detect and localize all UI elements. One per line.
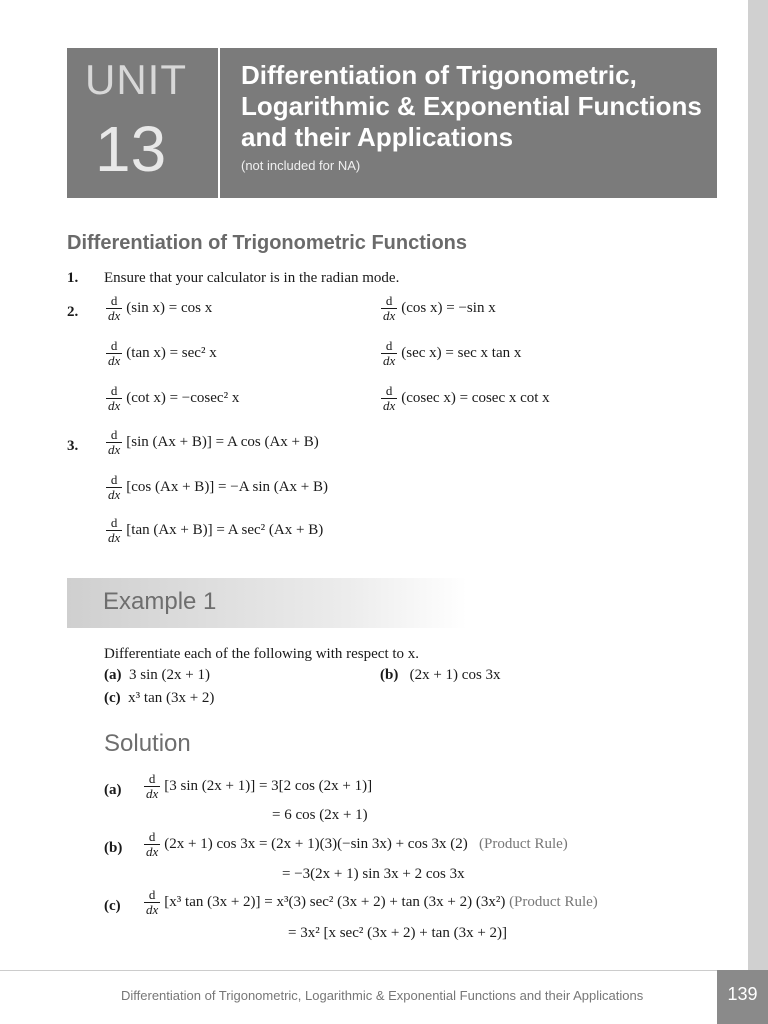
solution-c-line2: = 3x² [x sec² (3x + 2) + tan (3x + 2)] [288, 925, 508, 941]
formula-tan: $\frac{d}{dx}$ (tan x) = sec² x [108, 338, 217, 368]
page-number-box [717, 970, 768, 1024]
example-prompt: Differentiate each of the following with respect to x. [104, 646, 420, 662]
example-part-a: (a) 3 sin (2x + 1) [104, 667, 210, 683]
formula-cos: $\frac{d}{dx}$ (cos x) = −sin x [383, 293, 496, 323]
solution-label-b: (b) [104, 840, 123, 856]
solution-title: Solution [104, 730, 191, 757]
formula-cot: $\frac{d}{dx}$ (cot x) = −cosec² x [108, 383, 240, 413]
example-part-c: (c) x³ tan (3x + 2) [104, 690, 215, 706]
footer-text: Differentiation of Trigonometric, Logarithmic & Exponential Functions and their Applications [121, 988, 644, 1003]
section-title: Differentiation of Trigonometric Functions [67, 232, 467, 254]
formula-rule-cos: $\frac{d}{dx}$ [cos (Ax + B)] = −A sin (Ax + B) [108, 472, 329, 502]
page-number: 139 [727, 984, 758, 1004]
item-number: 1. [67, 270, 79, 286]
solution-b-line1: $\frac{d}{dx}$ (2x + 1) cos 3x = (2x + 1)(3)(−sin 3x) + cos 3x (2) (Product Rule) [146, 829, 568, 859]
formula-rule-tan: $\frac{d}{dx}$ [tan (Ax + B)] = A sec² (Ax + B) [108, 515, 324, 545]
item-number: 3. [67, 438, 79, 454]
solution-a-line2: = 6 cos (2x + 1) [272, 807, 368, 823]
solution-a-line1: $\frac{d}{dx}$ [3 sin (2x + 1)] = 3[2 cos (2x + 1)] [146, 771, 373, 801]
unit-header [67, 48, 717, 198]
formula-sec: $\frac{d}{dx}$ (sec x) = sec x tan x [383, 338, 522, 368]
example-part-b: (b) (2x + 1) cos 3x [380, 667, 501, 683]
example-title: Example 1 [103, 588, 217, 615]
footer-divider [0, 970, 768, 971]
solution-b-line2: = −3(2x + 1) sin 3x + 2 cos 3x [282, 866, 465, 882]
unit-title: Differentiation of Trigonometric, Logarithmic & Exponential Functions and their Applications [241, 60, 702, 152]
formula-sin: $\frac{d}{dx}$ (sin x) = cos x [108, 293, 213, 323]
example-banner [67, 578, 467, 628]
side-bar [748, 0, 768, 970]
solution-c-line1: $\frac{d}{dx}$ [x³ tan (3x + 2)] = x³(3) sec² (3x + 2) + tan (3x + 2) (3x²) (Product Rule) [146, 887, 598, 917]
unit-subtitle: (not included for NA) [241, 158, 361, 173]
formula-rule-sin: $\frac{d}{dx}$ [sin (Ax + B)] = A cos (Ax + B) [108, 427, 319, 457]
formula-cosec: $\frac{d}{dx}$ (cosec x) = cosec x cot x [383, 383, 550, 413]
unit-number: 13 [95, 113, 167, 185]
item-number: 2. [67, 304, 79, 320]
item-text: Ensure that your calculator is in the radian mode. [104, 270, 400, 286]
solution-label-a: (a) [104, 782, 122, 798]
header-divider [218, 48, 220, 198]
unit-label: UNIT [85, 56, 187, 103]
solution-label-c: (c) [104, 898, 121, 914]
